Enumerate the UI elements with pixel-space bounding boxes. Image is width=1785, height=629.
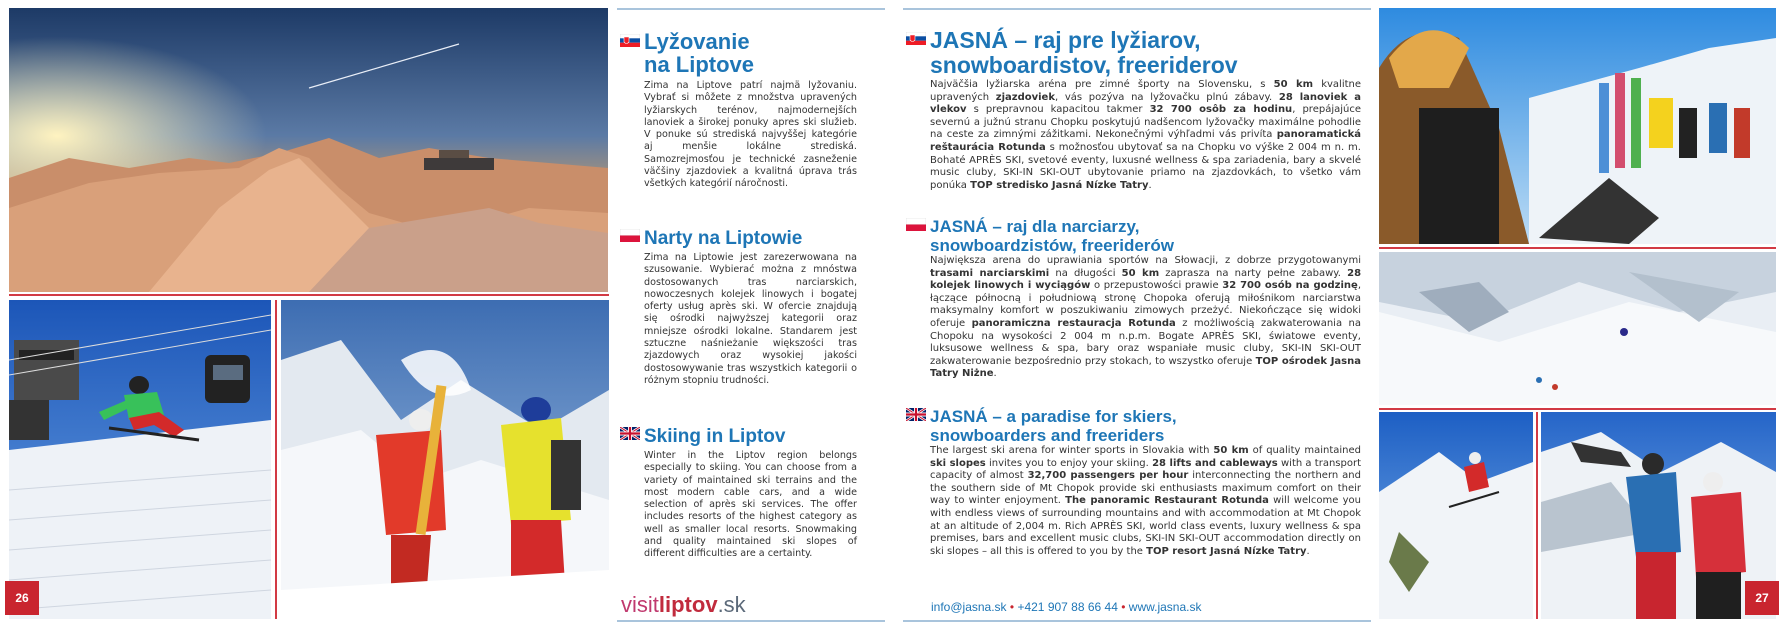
visit-prefix: visit (621, 592, 659, 617)
left-page-number: 26 (5, 581, 39, 615)
contact-line (931, 600, 1201, 614)
section-en-jasna (906, 407, 1361, 558)
section-title: Lyžovanie (644, 29, 750, 54)
divider-red-vertical (1536, 412, 1538, 619)
slovak-flag-icon (620, 34, 640, 47)
divider-blue (617, 620, 885, 622)
photo-mountain-sunset (9, 8, 608, 292)
contact-phone[interactable]: +421 907 88 66 44 (1017, 600, 1118, 614)
divider-red-vertical (275, 300, 277, 619)
photo-freeriders-chatting (281, 300, 609, 619)
polish-flag-icon (906, 218, 926, 231)
section-text: Zima na Liptowie jest zarezerwowana na szusowanie. Wybierać można z mnóstwa dostosowanych tras narciarskich, nowoczesnych kolejek linowych i bogatej oferty usług après ski. W ofercie znajdują się ośrodki najwyższej kategorii oraz mniejsze ośrodki lokalne. Standarem jest sztuczne naśnieżanie większości tras zjazdowych oraz wysokiej jakości dostosowywanie tras wszystkich kategorii o różnym stopniu trudności. (644, 252, 857, 386)
visit-liptov: liptov (658, 592, 718, 617)
section-title-line2: snowboardzistów, freeriderów (930, 236, 1175, 255)
divider-red (1379, 247, 1776, 249)
visitliptov-link[interactable] (621, 592, 746, 618)
divider-blue (617, 8, 885, 10)
uk-flag-icon (906, 408, 926, 421)
section-pl-liptov (620, 227, 857, 387)
divider-blue (903, 620, 1371, 622)
section-sk-liptov (620, 30, 857, 191)
photo-dj-slope-party (1379, 8, 1776, 244)
section-title: JASNÁ – a paradise for skiers, (930, 407, 1177, 426)
photo-skier-cablecar (9, 300, 271, 619)
section-text: Najväčšia lyžiarska aréna pre zimné športy na Slovensku, s 50 km kvalitne upravených zjazdoviek, vás pozýva na lyžovačku plnú zábavy. 28 lanoviek a vlekov s prepravnou kapacitou takmer 32 700 osôb za hodinu, prepájajúce severnú a južnú stranu Chopku poskytujú nadšencom lyžovačky maximálne pohodlie na ceste za zimnými zážitkami. Nekonečnými výhľadmi vás privíta panoramatická reštaurácia Rotunda s možnosťou ubytovať sa na Chopku vo výške 2 004 m n. m. Bohaté APRÈS SKI, svetové eventy, luxusné wellness & spa zariadenia, bary a skvelé music cluby, SKI-IN SKI-OUT ubytovanie priamo na zjazdovkách, to všetko vám ponúka TOP stredisko Jasná Nízke Tatry. (930, 79, 1362, 191)
photo-skiers-slope (1379, 252, 1776, 405)
visit-suffix: .sk (717, 592, 746, 617)
contact-email[interactable]: info@jasna.sk (931, 600, 1007, 614)
polish-flag-icon (620, 229, 640, 242)
divider-red (1379, 408, 1776, 410)
divider-red (9, 294, 609, 296)
section-text: The largest ski arena for winter sports in Slovakia with 50 km of quality maintained ski slopes invites you to enjoy your skiing. 28 lifts and cableways with a transport capacity of almost 32,700 passengers per hour interconnecting the northern and the southern side of Mt Chopok provide ski enthusiasts maximum comfort on their way to winter enjoyment. The panoramic Restaurant Rotunda will welcome you with endless views of surrounding mountains and with accommodation at Mt Chopok at an altitude of 2,004 m. Rich APRÈS SKI, world class events, luxury wellness & spa premises, bars and excellent music clubs, SKI-IN SKI-OUT accommodation directly on ski slopes – all this is offered to you by the TOP resort Jasná Nízke Tatry. (930, 445, 1362, 557)
uk-flag-icon (620, 427, 640, 440)
section-text: Winter in the Liptov region belongs especially to skiing. You can choose from a variety of maintained ski terrains and the most modern cable cars, and a wide selection of après ski services. The offer includes resorts of the highest category as well as smaller local resorts. Snowmaking and quality maintained ski slopes of different difficulties are a certainty. (644, 450, 857, 560)
section-en-liptov (620, 425, 857, 561)
section-sk-jasna (906, 28, 1361, 192)
section-text: Największa arena do uprawiania sportów na Słowacji, z dobrze przygotowanymi trasami narciarskimi na długości 50 km zaprasza na narty pełne zabawy. 28 kolejek linowych i wyciągów o przepustowości prawie 32 700 osób na godzinę, łączące północną i południową stronę Chopoka oferują miłośnikom narciarstwa maksymalny komfort w poszukiwaniu zimowych przeżyć. Niekończące się widoki oferuje panoramiczna restauracja Rotunda z możliwością zakwaterowania na Chopoku na wysokości 2 004 m n.p.m. Bogate APRÈS SKI, światowe eventy, luksusowe wellness & spa, bary oraz wspaniałe music cluby, SKI-IN SKI-OUT zakwaterowanie bezpośrednio przy stokach, to wszystko oferuje TOP ośrodek Jasna Tatry Niżne. (930, 255, 1362, 380)
section-title-line2: snowboarders and freeriders (930, 426, 1165, 445)
divider-blue (903, 8, 1371, 10)
section-title: JASNÁ – raj pre lyžiarov, (930, 27, 1201, 53)
contact-web[interactable]: www.jasna.sk (1128, 600, 1202, 614)
photo-jumping-skier (1379, 412, 1533, 619)
section-title-line2: na Liptove (644, 52, 755, 77)
section-title-line2: snowboardistov, freeriderov (930, 52, 1238, 78)
photo-couple-pointing (1541, 412, 1776, 619)
slovak-flag-icon (906, 32, 926, 45)
contact-sep: • (1009, 600, 1015, 614)
right-page-number: 27 (1745, 581, 1779, 615)
contact-sep: • (1121, 600, 1126, 614)
section-pl-jasna (906, 217, 1361, 381)
section-title: JASNÁ – raj dla narciarzy, (930, 217, 1140, 236)
section-text: Zima na Liptove patrí najmä lyžovaniu. Vybrať si môžete z množstva upravených lyžiarskych terénov, najmodernejších lanoviek a širokej ponuky apres ski služieb. V ponuke sú strediská najvyššej kategórie aj menšie lokálne strediská. Samozrejmosťou je technické zasneženie väčšiny zjazdoviek a kvalitná úprava trás všetkých kategórií náročnosti. (644, 80, 857, 190)
section-title: Narty na Liptowie (644, 228, 803, 249)
section-title: Skiing in Liptov (644, 426, 786, 447)
